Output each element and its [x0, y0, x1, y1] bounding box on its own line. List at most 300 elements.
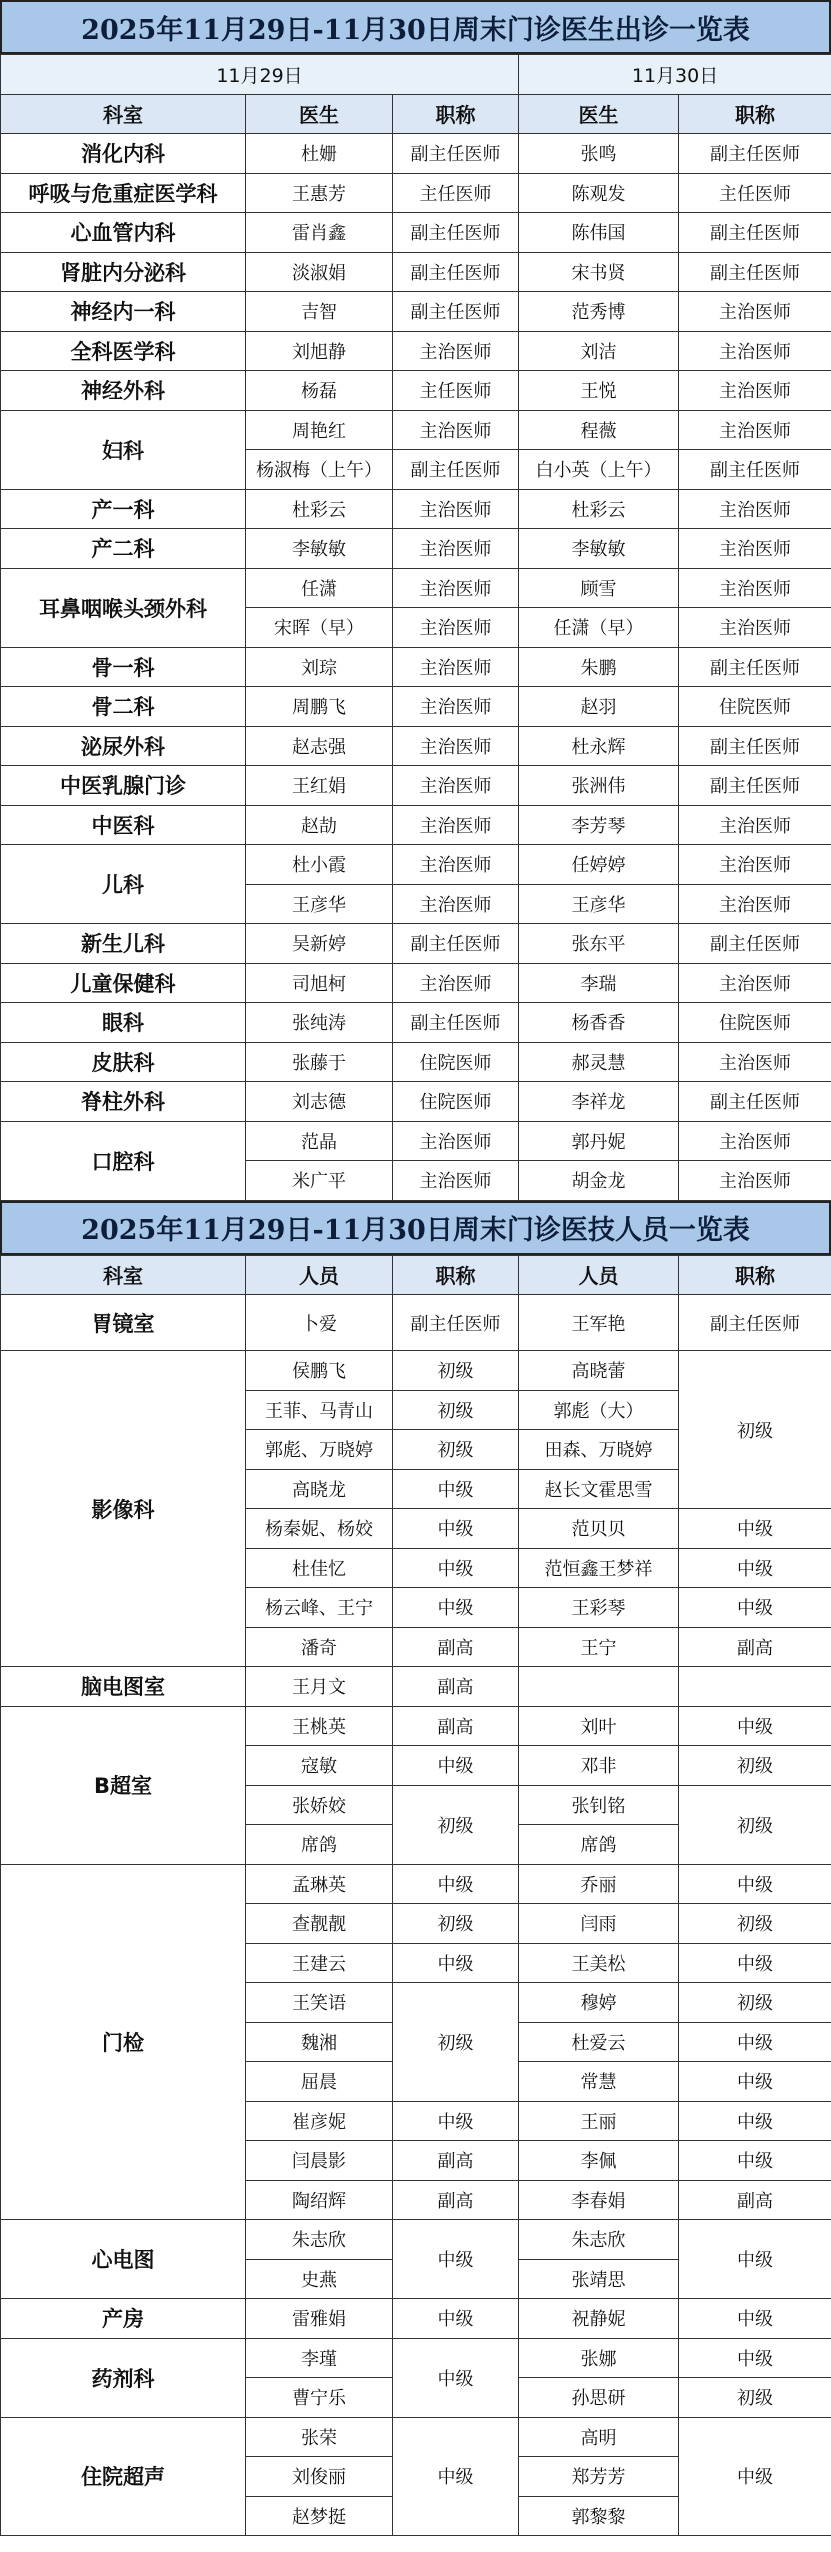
- title-sat: 主治医师: [393, 647, 519, 687]
- dept-name: 脊柱外科: [1, 1082, 246, 1122]
- doctor-sun: 李芳琴: [519, 805, 679, 845]
- tech-table-title: 2025年11月29日-11月30日周末门诊医技人员一览表: [0, 1201, 831, 1255]
- person: 王建云: [246, 1943, 393, 1983]
- header-row: [1, 94, 831, 134]
- col-person-sat: 人员: [246, 1255, 393, 1295]
- table-row: [1, 647, 831, 687]
- table-row: [1, 805, 831, 845]
- title: 中级: [679, 1943, 831, 1983]
- title-sun: 副主任医师: [679, 450, 831, 490]
- person: 范贝贝: [519, 1509, 679, 1549]
- title: 副高: [679, 2180, 831, 2220]
- table-row: [1, 766, 831, 806]
- dept-imaging: 影像科: [1, 1351, 246, 1667]
- title-sat: 副主任医师: [393, 134, 519, 174]
- doctor-table-title: 2025年11月29日-11月30日周末门诊医生出诊一览表: [0, 0, 831, 54]
- doctor-table: [0, 54, 831, 1201]
- person: 潘奇: [246, 1627, 393, 1667]
- person: 孟琳英: [246, 1864, 393, 1904]
- person: 王笑语: [246, 1983, 393, 2023]
- title-sun: 主治医师: [679, 529, 831, 569]
- person: 张娜: [519, 2338, 679, 2378]
- dept-name: 中医科: [1, 805, 246, 845]
- title-sat: 副主任医师: [393, 1003, 519, 1043]
- title: 中级: [393, 2220, 519, 2299]
- person: 刘叶: [519, 1706, 679, 1746]
- empty-cell: [679, 1667, 831, 1707]
- dept-name: 神经外科: [1, 371, 246, 411]
- person: 高明: [519, 2417, 679, 2457]
- title: 初级: [679, 1746, 831, 1786]
- title: 初级: [393, 1983, 519, 2102]
- title-sun: 主治医师: [679, 1161, 831, 1201]
- person: 高晓蕾: [519, 1351, 679, 1391]
- person: 邓非: [519, 1746, 679, 1786]
- title-sun: 副主任医师: [679, 766, 831, 806]
- title: 中级: [679, 2141, 831, 2181]
- dept-name: 心血管内科: [1, 213, 246, 253]
- table-row: [1, 1295, 831, 1351]
- title-sat: 住院医师: [393, 1082, 519, 1122]
- title-sat: 副主任医师: [393, 252, 519, 292]
- doctor-sun: 杜彩云: [519, 489, 679, 529]
- person: 郭彪、万晓婷: [246, 1430, 393, 1470]
- title-sat: 主治医师: [393, 726, 519, 766]
- dept-name: 新生儿科: [1, 924, 246, 964]
- doctor-sat: 刘志德: [246, 1082, 393, 1122]
- title-sun: 副主任医师: [679, 647, 831, 687]
- title: 中级: [393, 2299, 519, 2339]
- dept-name: 骨一科: [1, 647, 246, 687]
- person: 雷雅娟: [246, 2299, 393, 2339]
- person: 高晓龙: [246, 1469, 393, 1509]
- doctor-sat: 杨磊: [246, 371, 393, 411]
- title-sat: 主治医师: [393, 489, 519, 529]
- doctor-sun: 赵羽: [519, 687, 679, 727]
- title: 副高: [393, 1667, 519, 1707]
- doctor-sun: 陈伟国: [519, 213, 679, 253]
- doctor-sun: 程薇: [519, 410, 679, 450]
- person: 王彩琴: [519, 1588, 679, 1628]
- doctor-sun: 李敏敏: [519, 529, 679, 569]
- person: 穆婷: [519, 1983, 679, 2023]
- table-row: [1, 489, 831, 529]
- doctor-sat: 米广平: [246, 1161, 393, 1201]
- title-sun: 主治医师: [679, 845, 831, 885]
- person: 王军艳: [519, 1295, 679, 1351]
- title-sat: 主治医师: [393, 331, 519, 371]
- table-row: [1, 1121, 831, 1161]
- title: 中级: [393, 1548, 519, 1588]
- title: 初级: [679, 2378, 831, 2418]
- doctor-sun: 白小英（上午）: [519, 450, 679, 490]
- title: 中级: [679, 1706, 831, 1746]
- dept-name: 消化内科: [1, 134, 246, 174]
- doctor-sun: 郭丹妮: [519, 1121, 679, 1161]
- table-row: [1, 371, 831, 411]
- title: 副高: [393, 1627, 519, 1667]
- person: 陶绍辉: [246, 2180, 393, 2220]
- person: 曹宁乐: [246, 2378, 393, 2418]
- title: 副主任医师: [393, 1295, 519, 1351]
- title: 中级: [393, 2338, 519, 2417]
- dept-name: 中医乳腺门诊: [1, 766, 246, 806]
- table-row: [1, 568, 831, 608]
- person: 张靖思: [519, 2259, 679, 2299]
- title-sat: 主治医师: [393, 766, 519, 806]
- title-sun: 主治医师: [679, 568, 831, 608]
- title: 中级: [679, 2338, 831, 2378]
- title: 中级: [393, 2417, 519, 2536]
- title-sun: 副主任医师: [679, 213, 831, 253]
- dept-name: 口腔科: [1, 1121, 246, 1200]
- doctor-sat: 淡淑娟: [246, 252, 393, 292]
- table-row: [1, 134, 831, 174]
- person: 崔彦妮: [246, 2101, 393, 2141]
- title-sun: 主治医师: [679, 1042, 831, 1082]
- title-sat: 主治医师: [393, 1161, 519, 1201]
- title-sun: 主治医师: [679, 963, 831, 1003]
- doctor-sat: 刘琮: [246, 647, 393, 687]
- dept-eeg: 脑电图室: [1, 1667, 246, 1707]
- person: 席鸽: [519, 1825, 679, 1865]
- person: 郭黎黎: [519, 2496, 679, 2536]
- col-title-sun: 职称: [679, 94, 831, 134]
- table-row: [1, 292, 831, 332]
- dept-name: 全科医学科: [1, 331, 246, 371]
- title-sat: 主治医师: [393, 608, 519, 648]
- person: 史燕: [246, 2259, 393, 2299]
- person: 杜佳忆: [246, 1548, 393, 1588]
- person: 常慧: [519, 2062, 679, 2102]
- doctor-sat: 吉智: [246, 292, 393, 332]
- title: 中级: [393, 1864, 519, 1904]
- table-row: [1, 687, 831, 727]
- doctor-sun: 任潇（早）: [519, 608, 679, 648]
- title-sun: 主治医师: [679, 292, 831, 332]
- doctor-sat: 刘旭静: [246, 331, 393, 371]
- title-sat: 副主任医师: [393, 213, 519, 253]
- table-row: [1, 1003, 831, 1043]
- doctor-sat: 任潇: [246, 568, 393, 608]
- table-row: [1, 213, 831, 253]
- title: 中级: [393, 1943, 519, 1983]
- table-row: [1, 1042, 831, 1082]
- dept-delivery: 产房: [1, 2299, 246, 2339]
- person: 王丽: [519, 2101, 679, 2141]
- doctor-sun: 张鸣: [519, 134, 679, 174]
- person: 王菲、马青山: [246, 1390, 393, 1430]
- doctor-sat: 周艳红: [246, 410, 393, 450]
- title: 中级: [393, 1746, 519, 1786]
- person: 郑芳芳: [519, 2457, 679, 2497]
- doctor-sat: 宋晖（早）: [246, 608, 393, 648]
- doctor-sat: 赵志强: [246, 726, 393, 766]
- title: 副高: [393, 1706, 519, 1746]
- doctor-sun: 顾雪: [519, 568, 679, 608]
- dept-pharmacy: 药剂科: [1, 2338, 246, 2417]
- title-sat: 主治医师: [393, 805, 519, 845]
- col-title-sun: 职称: [679, 1255, 831, 1295]
- doctor-sat: 王彦华: [246, 884, 393, 924]
- title: 副高: [393, 2141, 519, 2181]
- title: 中级: [679, 2220, 831, 2299]
- table-row: [1, 1706, 831, 1746]
- dept-name: 肾脏内分泌科: [1, 252, 246, 292]
- table-row: [1, 252, 831, 292]
- table-row: [1, 2338, 831, 2378]
- person: 郭彪（大）: [519, 1390, 679, 1430]
- doctor-sun: 宋书贤: [519, 252, 679, 292]
- doctor-sat: 吴新婷: [246, 924, 393, 964]
- title-sat: 主任医师: [393, 173, 519, 213]
- title: 中级: [393, 2101, 519, 2141]
- dept-name: 泌尿外科: [1, 726, 246, 766]
- doctor-sat: 李敏敏: [246, 529, 393, 569]
- title-sun: 副主任医师: [679, 924, 831, 964]
- title: 中级: [679, 1509, 831, 1549]
- doctor-sun: 任婷婷: [519, 845, 679, 885]
- title-sat: 主治医师: [393, 845, 519, 885]
- title-sat: 主治医师: [393, 410, 519, 450]
- person: 李佩: [519, 2141, 679, 2181]
- doctor-sun: 刘洁: [519, 331, 679, 371]
- col-dept: 科室: [1, 94, 246, 134]
- title: 副高: [679, 1627, 831, 1667]
- doctor-sun: 胡金龙: [519, 1161, 679, 1201]
- person: 王月文: [246, 1667, 393, 1707]
- dept-name: 儿童保健科: [1, 963, 246, 1003]
- title-sun: 副主任医师: [679, 252, 831, 292]
- table-row: [1, 1082, 831, 1122]
- doctor-sun: 李瑞: [519, 963, 679, 1003]
- title: 中级: [679, 1588, 831, 1628]
- doctor-sun: 杨香香: [519, 1003, 679, 1043]
- table-row: [1, 1351, 831, 1391]
- title: 中级: [393, 1509, 519, 1549]
- person: 王宁: [519, 1627, 679, 1667]
- person: 闫晨影: [246, 2141, 393, 2181]
- title-sun: 主治医师: [679, 410, 831, 450]
- table-row: [1, 331, 831, 371]
- person: 朱志欣: [519, 2220, 679, 2260]
- table-row: [1, 529, 831, 569]
- person: 杨云峰、王宁: [246, 1588, 393, 1628]
- doctor-sun: 王悦: [519, 371, 679, 411]
- col-title-sat: 职称: [393, 1255, 519, 1295]
- table-row: [1, 924, 831, 964]
- title: 中级: [679, 2022, 831, 2062]
- person: 杨秦妮、杨姣: [246, 1509, 393, 1549]
- dept-bus: B超室: [1, 1706, 246, 1864]
- title-sun: 住院医师: [679, 687, 831, 727]
- title: 初级: [393, 1785, 519, 1864]
- person: 寇敏: [246, 1746, 393, 1786]
- title: 中级: [393, 1469, 519, 1509]
- dept-ultrasound: 住院超声: [1, 2417, 246, 2536]
- title: 副高: [393, 2180, 519, 2220]
- person: 刘俊丽: [246, 2457, 393, 2497]
- title: 中级: [679, 2101, 831, 2141]
- title-sun: 主治医师: [679, 608, 831, 648]
- title: 初级: [679, 1904, 831, 1944]
- title-sat: 副主任医师: [393, 292, 519, 332]
- dept-name: 妇科: [1, 410, 246, 489]
- title: 初级: [393, 1351, 519, 1391]
- title: 中级: [393, 1588, 519, 1628]
- title-sun: 主任医师: [679, 173, 831, 213]
- person: 祝静妮: [519, 2299, 679, 2339]
- table-row: [1, 726, 831, 766]
- table-row: [1, 845, 831, 885]
- title: 初级: [393, 1430, 519, 1470]
- person: 孙思研: [519, 2378, 679, 2418]
- doctor-sat: 王红娟: [246, 766, 393, 806]
- table-row: [1, 1667, 831, 1707]
- title: 中级: [679, 2417, 831, 2536]
- col-doctor-sun: 医生: [519, 94, 679, 134]
- person: 卜爱: [246, 1295, 393, 1351]
- doctor-sun: 李祥龙: [519, 1082, 679, 1122]
- person: 乔丽: [519, 1864, 679, 1904]
- table-row: [1, 2299, 831, 2339]
- doctor-sun: 朱鹏: [519, 647, 679, 687]
- empty-cell: [519, 1667, 679, 1707]
- doctor-sun: 范秀博: [519, 292, 679, 332]
- person: 张娇姣: [246, 1785, 393, 1825]
- person: 屈晨: [246, 2062, 393, 2102]
- col-title-sat: 职称: [393, 94, 519, 134]
- title: 初级: [393, 1390, 519, 1430]
- dept-name: 产二科: [1, 529, 246, 569]
- title-sat: 住院医师: [393, 1042, 519, 1082]
- person: 朱志欣: [246, 2220, 393, 2260]
- title: 中级: [679, 1864, 831, 1904]
- person: 张钊铭: [519, 1785, 679, 1825]
- person: 李春娟: [519, 2180, 679, 2220]
- dept-name: 眼科: [1, 1003, 246, 1043]
- person: 张荣: [246, 2417, 393, 2457]
- dept-name: 骨二科: [1, 687, 246, 727]
- title-sun: 主治医师: [679, 884, 831, 924]
- doctor-sat: 张藤于: [246, 1042, 393, 1082]
- doctor-sun: 张洲伟: [519, 766, 679, 806]
- table-row: [1, 1864, 831, 1904]
- doctor-sat: 赵劼: [246, 805, 393, 845]
- doctor-sat: 杜小霞: [246, 845, 393, 885]
- doctor-sat: 杨淑梅（上午）: [246, 450, 393, 490]
- dept-clinic: 门检: [1, 1864, 246, 2220]
- title-sat: 副主任医师: [393, 450, 519, 490]
- title-sat: 主治医师: [393, 568, 519, 608]
- doctor-sun: 张东平: [519, 924, 679, 964]
- title-sun: 副主任医师: [679, 1082, 831, 1122]
- col-dept: 科室: [1, 1255, 246, 1295]
- title-sat: 副主任医师: [393, 924, 519, 964]
- doctor-sat: 周鹏飞: [246, 687, 393, 727]
- tech-table: [0, 1255, 831, 2537]
- date-sat: 11月29日: [1, 55, 519, 95]
- doctor-sun: 杜永辉: [519, 726, 679, 766]
- person: 侯鹏飞: [246, 1351, 393, 1391]
- title-sun: 住院医师: [679, 1003, 831, 1043]
- dept-gastroscope: 胃镜室: [1, 1295, 246, 1351]
- table-row: [1, 963, 831, 1003]
- person: 席鸽: [246, 1825, 393, 1865]
- dept-name: 儿科: [1, 845, 246, 924]
- title: 中级: [679, 2299, 831, 2339]
- doctor-sun: 郝灵慧: [519, 1042, 679, 1082]
- table-row: [1, 2417, 831, 2457]
- dept-name: 呼吸与危重症医学科: [1, 173, 246, 213]
- dept-name: 产一科: [1, 489, 246, 529]
- title-sat: 主治医师: [393, 529, 519, 569]
- table-row: [1, 410, 831, 450]
- col-person-sun: 人员: [519, 1255, 679, 1295]
- dept-name: 神经内一科: [1, 292, 246, 332]
- person: 田森、万晓婷: [519, 1430, 679, 1470]
- col-doctor-sat: 医生: [246, 94, 393, 134]
- doctor-sat: 范晶: [246, 1121, 393, 1161]
- title-sun: 主治医师: [679, 371, 831, 411]
- doctor-sun: 陈观发: [519, 173, 679, 213]
- doctor-sat: 雷肖鑫: [246, 213, 393, 253]
- title-sun: 主治医师: [679, 489, 831, 529]
- doctor-sat: 杜彩云: [246, 489, 393, 529]
- person: 杜爱云: [519, 2022, 679, 2062]
- person: 王桃英: [246, 1706, 393, 1746]
- doctor-sat: 司旭柯: [246, 963, 393, 1003]
- title: 初级: [393, 1904, 519, 1944]
- title: 中级: [679, 2062, 831, 2102]
- title: 初级: [679, 1351, 831, 1509]
- title-sat: 主治医师: [393, 1121, 519, 1161]
- person: 赵长文霍思雪: [519, 1469, 679, 1509]
- table-row: [1, 2220, 831, 2260]
- date-sun: 11月30日: [519, 55, 831, 95]
- title-sat: 主任医师: [393, 371, 519, 411]
- title: 初级: [679, 1785, 831, 1864]
- title-sat: 主治医师: [393, 884, 519, 924]
- dept-name: 耳鼻咽喉头颈外科: [1, 568, 246, 647]
- table-row: [1, 173, 831, 213]
- title-sat: 主治医师: [393, 963, 519, 1003]
- tech-header-row: [1, 1255, 831, 1295]
- title: 中级: [679, 1548, 831, 1588]
- title-sun: 副主任医师: [679, 726, 831, 766]
- date-row: [1, 55, 831, 95]
- title-sat: 主治医师: [393, 687, 519, 727]
- person: 王美松: [519, 1943, 679, 1983]
- title-sun: 主治医师: [679, 331, 831, 371]
- title: 初级: [679, 1983, 831, 2023]
- doctor-sat: 张纯涛: [246, 1003, 393, 1043]
- title-sun: 主治医师: [679, 1121, 831, 1161]
- title-sun: 主治医师: [679, 805, 831, 845]
- dept-name: 皮肤科: [1, 1042, 246, 1082]
- doctor-sat: 王惠芳: [246, 173, 393, 213]
- person: 赵梦挺: [246, 2496, 393, 2536]
- title: 副主任医师: [679, 1295, 831, 1351]
- person: 闫雨: [519, 1904, 679, 1944]
- doctor-sun: 王彦华: [519, 884, 679, 924]
- person: 范恒鑫王梦祥: [519, 1548, 679, 1588]
- person: 李瑾: [246, 2338, 393, 2378]
- doctor-sat: 杜姗: [246, 134, 393, 174]
- person: 魏湘: [246, 2022, 393, 2062]
- title-sun: 副主任医师: [679, 134, 831, 174]
- dept-ecg: 心电图: [1, 2220, 246, 2299]
